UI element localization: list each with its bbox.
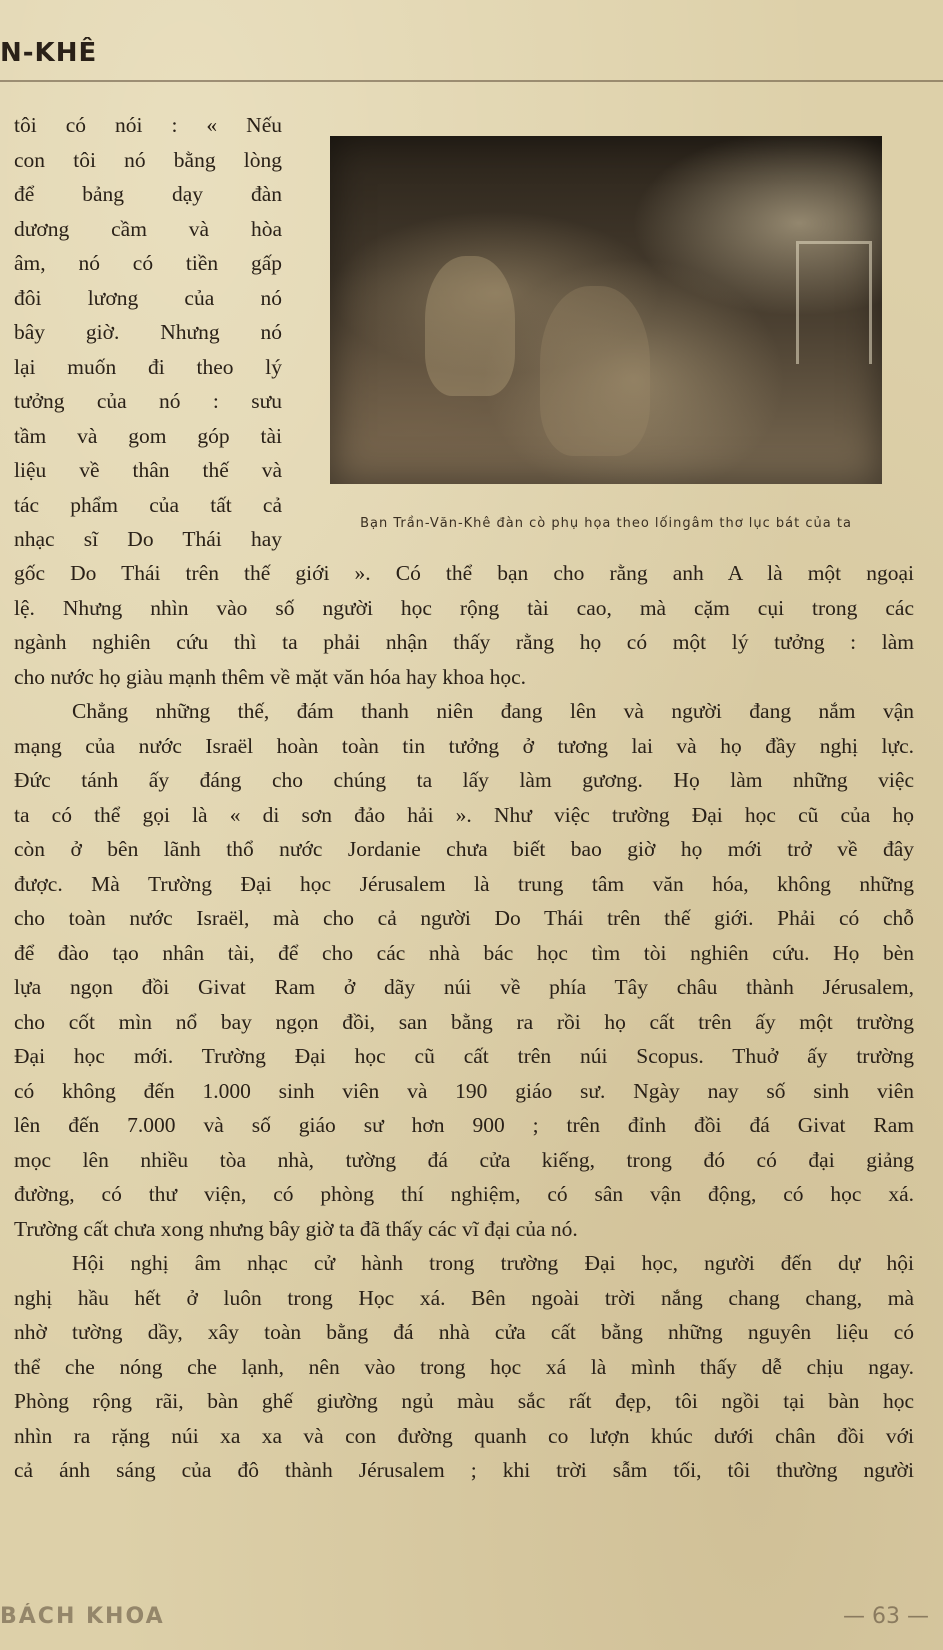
text-line: ta có thể gọi là « di sơn đảo hải ». Như việc trường Đại học cũ của họ bbox=[14, 802, 914, 827]
text-line: liệu về thân thế và bbox=[14, 458, 282, 482]
text-line: Trường cất chưa xong nhưng bây giờ ta đã thấy các vĩ đại của nó. bbox=[14, 1216, 578, 1241]
text-line: nhạc sĩ Do Thái hay bbox=[14, 527, 282, 551]
text-line: gốc Do Thái trên thế giới ». Có thể bạn cho rằng anh A là một ngoại bbox=[14, 561, 914, 585]
text-line: lệ. Nhưng nhìn vào số người học rộng tài cao, mà cặm cụi trong các bbox=[14, 595, 914, 620]
photo-table bbox=[796, 241, 872, 364]
text-line: dương cầm và hòa bbox=[14, 216, 282, 241]
text-line: nhờ tường dầy, xây toàn bằng đá nhà cửa cất bằng những nguyên liệu có bbox=[14, 1320, 914, 1344]
text-line: mạng của nước Israël hoàn toàn tin tưởng ở tương lai và họ đầy nghị lực. bbox=[14, 733, 914, 758]
text-line: lại muốn đi theo lý bbox=[14, 354, 282, 379]
photograph bbox=[330, 136, 882, 484]
text-line: mọc lên nhiều tòa nhà, tường đá cửa kiếng, trong đó có đại giảng bbox=[14, 1147, 914, 1172]
text-line: lựa ngọn đồi Givat Ram ở dãy núi về phía Tây châu thành Jérusalem, bbox=[14, 975, 914, 999]
photo-caption bbox=[330, 512, 882, 536]
footer-page-number: — 63 — bbox=[843, 1604, 929, 1629]
text-line: để đào tạo nhân tài, để cho các nhà bác học tìm tòi nghiên cứu. Họ bèn bbox=[14, 940, 914, 965]
text-line: cho toàn nước Israël, mà cho cả người Do Thái trên thế giới. Phải có chỗ bbox=[14, 906, 914, 930]
text-line: để bảng dạy đàn bbox=[14, 182, 282, 206]
text-line: tưởng của nó : sưu bbox=[14, 389, 282, 413]
text-line: cho cốt mìn nổ bay ngọn đồi, san bằng ra rồi họ cất trên ấy một trường bbox=[14, 1009, 914, 1034]
text-line: đôi lương của nó bbox=[14, 285, 282, 310]
text-line: Chẳng những thế, đám thanh niên đang lên và người đang nắm vận bbox=[72, 699, 914, 723]
text-line: âm, nó có tiền gấp bbox=[14, 251, 282, 275]
text-line: cho nước họ giàu mạnh thêm về mặt văn hóa hay khoa học. bbox=[14, 664, 527, 689]
text-line: bây giờ. Nhưng nó bbox=[14, 320, 282, 344]
text-line: Phòng rộng rãi, bàn ghế giường ngủ màu sắc rất đẹp, tôi ngồi tại bàn học bbox=[14, 1389, 914, 1413]
text-line: Đại học mới. Trường Đại học cũ cất trên núi Scopus. Thuở ấy trường bbox=[14, 1044, 914, 1068]
text-line: được. Mà Trường Đại học Jérusalem là trung tâm văn hóa, không những bbox=[14, 871, 914, 896]
paragraph-1 bbox=[14, 556, 914, 694]
text-line: con tôi nó bằng lòng bbox=[14, 147, 282, 172]
text-line: đường, có thư viện, có phòng thí nghiệm, có sân vận động, có học xá. bbox=[14, 1182, 914, 1206]
header-rule bbox=[0, 80, 943, 82]
text-line: Hội nghị âm nhạc cử hành trong trường Đại học, người đến dự hội bbox=[72, 1251, 914, 1275]
text-line: nhìn ra rặng núi xa xa và con đường quanh co lượn khúc dưới chân đồi với bbox=[14, 1423, 914, 1448]
text-line: lên đến 7.000 và số giáo sư hơn 900 ; trên đỉnh đồi đá Givat Ram bbox=[14, 1113, 914, 1137]
left-column-text bbox=[14, 108, 282, 557]
paragraph-3 bbox=[14, 1246, 914, 1488]
text-line: còn ở bên lãnh thổ nước Jordanie chưa biết bao giờ họ mới trở về đây bbox=[14, 837, 914, 861]
text-line: tôi có nói : « Nếu bbox=[14, 113, 282, 137]
text-line: tác phẩm của tất cả bbox=[14, 492, 282, 517]
text-line: nghị hầu hết ở luôn trong Học xá. Bên ngoài trời nắng chang chang, mà bbox=[14, 1285, 914, 1310]
footer-magazine-name: BÁCH KHOA bbox=[0, 1604, 165, 1629]
text-line: Bạn Trần-Văn-Khê đàn cò phụ họa theo lối bbox=[360, 516, 674, 531]
text-line: thể che nóng che lạnh, nên vào trong học xá là mình thấy dễ chịu ngay. bbox=[14, 1354, 914, 1379]
text-line: tầm và gom góp tài bbox=[14, 423, 282, 448]
photo-figure-center bbox=[540, 286, 650, 456]
photo-figure-left bbox=[425, 256, 515, 396]
running-header: N-KHÊ bbox=[0, 38, 98, 68]
text-line: ngành nghiên cứu thì ta phải nhận thấy rằng họ có một lý tưởng : làm bbox=[14, 630, 914, 654]
text-line: ngâm thơ lục bát của ta bbox=[673, 516, 852, 531]
text-line: cả ánh sáng của đô thành Jérusalem ; khi trời sẫm tối, tôi thường người bbox=[14, 1458, 914, 1482]
text-line: Đức tánh ấy đáng cho chúng ta lấy làm gương. Họ làm những việc bbox=[14, 768, 914, 792]
text-line: có không đến 1.000 sinh viên và 190 giáo sư. Ngày nay số sinh viên bbox=[14, 1078, 914, 1103]
paragraph-2 bbox=[14, 694, 914, 1246]
